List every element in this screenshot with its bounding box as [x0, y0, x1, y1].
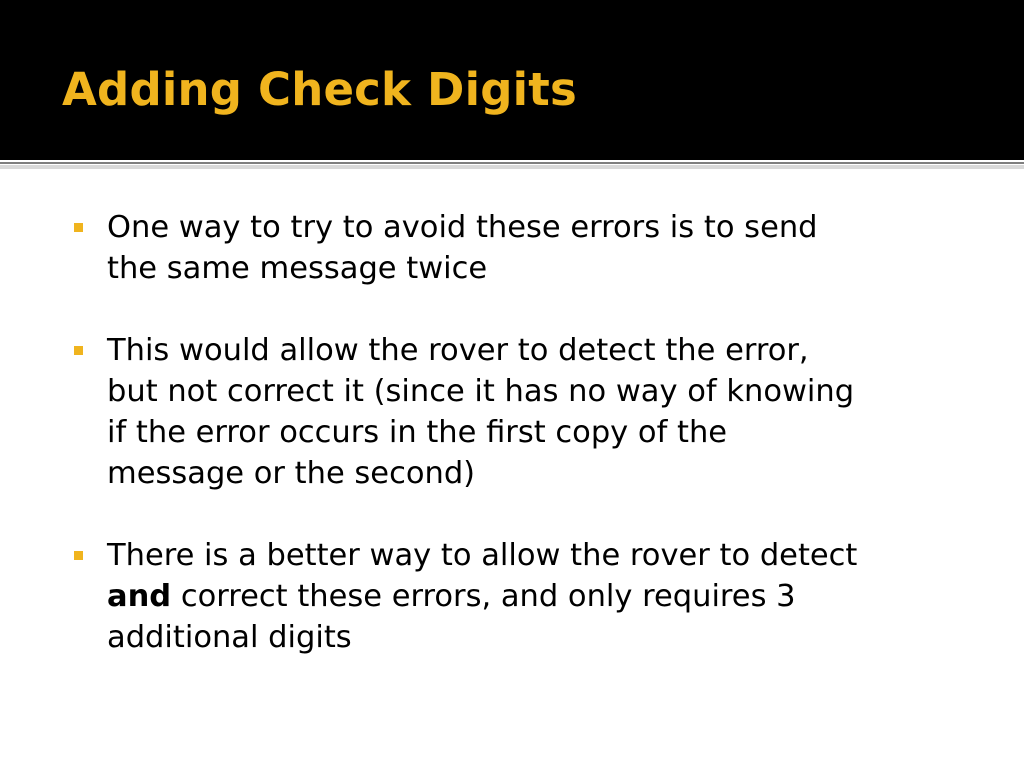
bullet-text-line: the same message twice — [107, 251, 488, 286]
bullet-text-line: if the error occurs in the first copy of the — [107, 415, 728, 450]
bold-emphasis-text: and — [107, 579, 172, 614]
bullet-text-line: but not correct it (since it has no way of knowing — [107, 374, 855, 409]
square-bullet-icon — [74, 223, 83, 232]
bullet-text-line: There is a better way to allow the rover to detect — [107, 538, 858, 573]
square-bullet-icon — [74, 346, 83, 355]
bullet-text-fragment: correct these errors, and only requires 3 — [171, 579, 796, 614]
bullet-item-3 — [74, 535, 974, 658]
bullet-text-line: This would allow the rover to detect the error, — [107, 333, 809, 368]
title-bar — [0, 0, 1024, 160]
square-bullet-icon — [74, 551, 83, 560]
bullet-text-line — [107, 576, 974, 617]
bullet-item-1 — [74, 207, 974, 289]
bullet-text-line: One way to try to avoid these errors is to send — [107, 210, 818, 245]
bullet-item-2 — [74, 330, 974, 494]
bullet-text-line: additional digits — [107, 620, 352, 655]
bullet-text-line: message or the second) — [107, 456, 476, 491]
title-divider-thin — [0, 162, 1024, 164]
slide-title: Adding Check Digits — [62, 63, 577, 116]
bullet-list — [74, 207, 974, 658]
title-divider-thick — [0, 165, 1024, 169]
